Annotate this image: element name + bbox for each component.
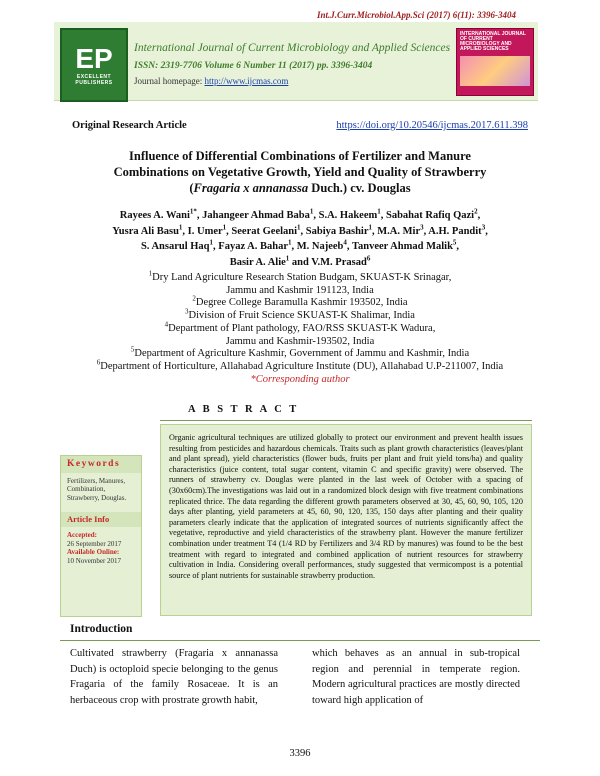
issn-line: ISSN: 2319-7706 Volume 6 Number 11 (2017) pp. 3396-3404	[134, 61, 373, 71]
author-affiliation-mark: 5	[452, 238, 457, 247]
author-name: Basir A. Alie	[229, 256, 286, 268]
affiliation-mark: 5	[130, 345, 135, 354]
keywords-list: Fertilizers, Manures, Combination, Strawberry, Douglas.	[67, 476, 127, 502]
author-affiliation-mark: 3	[420, 223, 424, 231]
journal-homepage: Journal homepage: http://www.ijcmas.com	[134, 76, 289, 86]
cover-image	[460, 56, 530, 86]
author-name: Seerat Geelani	[231, 225, 298, 237]
affiliation-line: Jammu and Kashmir 191123, India	[226, 284, 374, 296]
publisher-logo: EP EXCELLENT PUBLISHERS	[60, 28, 128, 102]
author-affiliation-mark: 1	[222, 223, 227, 231]
author-name: A.H. Pandit	[428, 225, 482, 237]
introduction-heading: Introduction	[70, 623, 133, 635]
keywords-heading: Keywords	[61, 456, 141, 473]
author-name: Sabahat Rafiq Qazi	[386, 210, 475, 221]
homepage-link[interactable]: http://www.ijcmas.com	[204, 76, 289, 86]
abstract-text: Organic agricultural techniques are utilized globally to protect our environment and prevent health issues resulting from pesticides and hazardous chemicals. Traits such as plant growth characteristics (leaves/plant and plant spread), yield characteristics (flower buds, fruits per plant and fruit yield tons/ha) and quality characteristics (juice content, total sugar content, vitamin C and specific gravity) were observed. The runners of strawberry cv. Douglas were planted in the last week of October with a spacing of (30x60cm).The investigations was laid out in a randomized block design with five treatment combinations replicated thrice. The data regarding the different growth parameters observed at 30, 45, 60, 90, 105, 120 days after planting, yield parameters at 45, 60, 90, 120, 135, 150 days after planting and their quality parameters clearly indicate that the application of integrated sources of nutrients significantly affect the vegetative, reproductive and yield characteristics of the strawberry plant. However the manure fertilizer combination under treatment T4 (1/4 RD by Fertilizers and 3/4 RD by manures) was found to be the best treatment with regard to integrated and combined application of nutrient resources for strawberry cultivation in India. Considering overall performances, study suggested that vermicompost is a potential source of plant nutrients for sustainable strawberry production.	[160, 424, 532, 616]
author-name: Jahangeer Ahmad Baba	[202, 210, 310, 221]
affiliation-mark: 6	[96, 358, 101, 367]
author-name: V.M. Prasad	[311, 256, 367, 268]
affiliation-line: Degree College Baramulla Kashmir 193502, India	[195, 297, 408, 309]
affiliations	[60, 269, 540, 386]
author-affiliation-mark: 1	[178, 223, 183, 231]
author-affiliation-mark: 4	[343, 238, 347, 247]
journal-citation: Int.J.Curr.Microbiol.App.Sci (2017) 6(11): 3396-3404	[316, 10, 516, 20]
article-title: Influence of Differential Combinations of Fertilizer and Manure Combinations on Vegetative Growth, Yield and Quality of Strawberry (Fragaria x annanassa Duch.) cv. Douglas	[113, 149, 487, 195]
author-affiliation-mark: 1	[297, 223, 301, 231]
journal-name: International Journal of Current Microbiology and Applied Sciences	[134, 42, 451, 54]
author-affiliation-mark: 6	[366, 254, 371, 262]
affiliation-line: Department of Agriculture Kashmir, Government of Jammu and Kashmir, India	[134, 348, 470, 360]
author-affiliation-mark: 1	[377, 207, 381, 216]
abstract-heading: A B S T R A C T	[188, 404, 299, 415]
author-name: Yusra Ali Basu	[112, 225, 179, 237]
author-name: Sabiya Bashir	[305, 225, 369, 237]
author-name: M. Najeeb	[296, 241, 344, 252]
author-name: Tanveer Ahmad Malik	[351, 241, 453, 252]
affiliation-line: Department of Horticulture, Allahabad Agriculture Institute (DU), Allahabad U.P-211007, India	[100, 360, 504, 372]
article-type: Original Research Article	[72, 120, 187, 131]
abstract-divider	[160, 420, 532, 421]
author-affiliation-mark: 3	[481, 223, 486, 231]
author-list: Rayees A. Wani$^{1*}$, Jahangeer Ahmad Baba$^1$, S.A. Hakeem$^1$, Sabahat Rafiq Qazi$^2$, Yusra Ali Basu$^1$, I. Umer$^1$, Seerat Geelani$^1$, Sabiya Bashir$^1$, M.A. Mir$^3$, A.H. Pandit$^3$, S. Ansarul Haq$^1$, Fayaz A. Bahar$^1$, M. Najeeb$^4$, Tanveer Ahmad Malik$^5$, Basir A. Alie$^1$ and V.M. Prasad$^6$	[112, 207, 488, 268]
affiliation-mark: 1	[148, 269, 153, 278]
journal-cover-thumbnail: INTERNATIONAL JOURNAL OF CURRENT MICROBIOLOGY AND APPLIED SCIENCES	[456, 28, 534, 96]
author-affiliation-mark: 1	[209, 238, 214, 247]
author-affiliation-mark: 1	[288, 238, 292, 247]
author-affiliation-mark: 1	[309, 207, 314, 216]
affiliation-line: Department of Plant pathology, FAO/RSS SKUAST-K Wadura,	[168, 322, 436, 334]
introduction-column-right: which behaves as an annual in sub-tropical region and perennial in temperate region. Modern agricultural practices are mostly directed toward high application of	[312, 648, 520, 706]
article-sidebar	[60, 455, 142, 617]
introduction-column-left: Cultivated strawberry (Fragaria x annanassa Duch) is octoploid specie belonging to the genus Fragaria of the family Rosaceae. It is an herbaceous crop with prostrate growth habit,	[70, 648, 278, 706]
author-name: I. Umer	[187, 225, 223, 237]
author-name: S. Ansarul Haq	[140, 241, 210, 252]
affiliation-mark: 4	[164, 320, 169, 329]
affiliation-line: Jammu and Kashmir-193502, India	[225, 335, 375, 347]
author-affiliation-mark: 1	[368, 223, 373, 231]
affiliation-mark: 2	[192, 294, 196, 303]
author-affiliation-mark: 2	[474, 207, 478, 216]
doi-link[interactable]: https://doi.org/10.20546/ijcmas.2017.611.398	[336, 120, 528, 131]
affiliation-line: Division of Fruit Science SKUAST-K Shalimar, India	[188, 310, 415, 322]
corresponding-author-note: *Corresponding author	[250, 373, 350, 385]
author-name: Fayaz A. Bahar	[218, 241, 288, 252]
author-affiliation-mark: 1*	[189, 207, 197, 216]
introduction-divider	[60, 640, 540, 641]
author-name: Rayees A. Wani	[119, 210, 190, 221]
article-dates: Accepted: 26 September 2017 Available Online: 10 November 2017	[67, 530, 122, 565]
affiliation-line: Dry Land Agriculture Research Station Budgam, SKUAST-K Srinagar,	[152, 272, 452, 283]
author-name: S.A. Hakeem	[318, 210, 378, 221]
page-number: 3396	[289, 748, 311, 759]
author-affiliation-mark: 1	[285, 254, 290, 262]
author-name: M.A. Mir	[377, 225, 421, 237]
article-info-heading: Article Info	[61, 512, 141, 527]
affiliation-mark: 3	[185, 307, 189, 316]
